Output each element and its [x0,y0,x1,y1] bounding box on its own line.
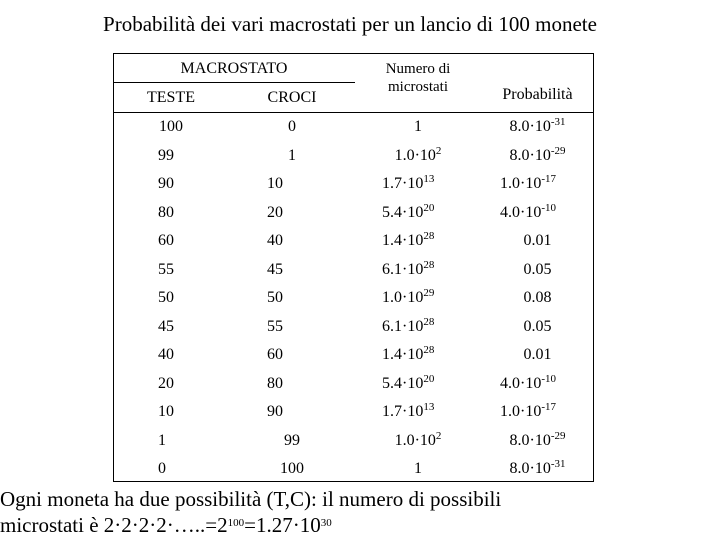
microstati-exponent: 13 [423,401,435,413]
probabilita-base: 1.0·10 [500,403,542,420]
microstati-exponent: 29 [423,287,435,299]
teste-cell: 80 [158,203,174,221]
probabilita-cell [481,318,594,336]
table-row [113,170,594,199]
table-body [113,113,594,484]
croci-cell: 20 [267,203,283,221]
probabilita-base: 8.0·10 [509,118,551,135]
table-row [113,427,594,456]
probabilita-base: 0.05 [523,260,552,278]
microstati-base: 1.4·10 [382,232,424,249]
microstati-header-line1: Numero di [385,61,451,77]
footer-line-2 [0,512,700,538]
microstati-base: 1 [414,118,422,135]
teste-cell: 0 [158,460,166,477]
probabilita-cell [481,118,594,136]
teste-cell: 45 [158,317,174,335]
table-row [113,227,594,256]
croci-cell: 0 [288,118,296,135]
microstati-cell [382,403,508,421]
table-row [113,284,594,313]
probabilita-cell [500,175,613,193]
microstati-base: 1.7·10 [382,175,424,192]
teste-cell: 99 [158,146,174,164]
microstati-exponent: 20 [423,201,435,214]
teste-header: TESTE [147,89,195,106]
table-row [113,256,594,285]
teste-cell: 1 [158,431,166,449]
footer-line-1: Ogni moneta ha due possibilità (T,C): il numero di possibili [0,487,502,511]
probabilita-exponent: -10 [541,372,556,385]
table-row [113,113,594,142]
microstati-header [355,60,481,96]
probabilita-base: 4.0·10 [500,374,542,392]
microstati-exponent: 2 [435,144,442,157]
microstati-exponent: 2 [435,429,442,442]
probabilita-header: Probabilità [502,86,573,103]
probabilita-cell [481,289,594,307]
microstati-cell [355,144,481,165]
footer-line-2-mid: =1.27·10 [244,513,321,537]
croci-cell: 1 [288,146,296,164]
croci-cell: 10 [267,175,283,192]
microstati-base: 5.4·10 [382,203,424,221]
croci-cell: 99 [284,431,300,449]
probabilita-exponent: -31 [550,458,566,470]
probabilita-cell [481,144,594,165]
croci-cell: 60 [267,346,283,363]
microstati-exponent: 28 [423,230,435,242]
probabilita-base: 8.0·10 [509,146,551,164]
probabilita-exponent: -17 [541,401,556,413]
table-row [113,398,594,427]
microstati-exponent: 28 [423,315,435,328]
croci-cell: 90 [267,403,283,420]
microstati-header-line2: microstati [388,79,448,95]
probabilita-exponent: -29 [550,429,566,442]
probabilita-exponent: -31 [550,116,566,128]
probabilita-base: 0.01 [523,232,552,249]
probabilita-cell [500,403,613,421]
microstati-cell [382,201,508,222]
probabilita-cell [481,232,594,250]
teste-cell: 40 [158,346,174,363]
microstati-cell [382,175,508,193]
probabilita-base: 1.0·10 [500,175,542,192]
microstati-base: 1.0·10 [382,289,424,306]
probabilita-exponent: -29 [550,144,566,157]
microstati-base: 6.1·10 [382,317,424,335]
table-row [113,341,594,370]
probabilita-base: 8.0·10 [509,460,551,477]
croci-header: CROCI [267,89,317,106]
microstati-base: 1.7·10 [382,403,424,420]
microstati-exponent: 28 [423,258,435,271]
teste-cell: 100 [159,118,183,135]
table-row [113,142,594,171]
croci-cell: 50 [267,289,283,306]
teste-cell: 55 [158,260,174,278]
probabilita-cell [500,201,613,222]
microstati-cell [355,118,481,136]
microstati-cell [355,429,481,450]
microstati-base: 5.4·10 [382,374,424,392]
croci-cell: 80 [267,374,283,392]
probabilita-base: 8.0·10 [509,431,551,449]
table-row [113,313,594,342]
microstati-base: 1.0·10 [394,431,436,449]
footer-exp-2: 30 [320,517,332,529]
croci-cell: 55 [267,317,283,335]
macrostato-header: MACROSTATO [180,60,288,77]
table-row [113,370,594,399]
microstati-exponent: 20 [423,372,435,385]
microstati-cell [382,372,508,393]
microstati-base: 6.1·10 [382,260,424,278]
probabilita-base: 0.01 [523,346,552,363]
table-row [113,455,594,484]
probabilita-base: 0.05 [523,317,552,335]
table-row [113,199,594,228]
teste-cell: 10 [158,403,174,420]
probabilita-exponent: -10 [541,201,556,214]
probabilita-cell [481,261,594,279]
microstati-cell [355,460,481,478]
footer-note [0,486,700,538]
teste-cell: 90 [158,175,174,192]
probabilita-cell [481,346,594,364]
probabilita-base: 4.0·10 [500,203,542,221]
footer-exp-1: 100 [227,517,245,529]
macrostato-underline [113,82,355,83]
microstati-base: 1 [414,460,422,477]
croci-cell: 40 [267,232,283,249]
probabilita-cell [500,372,613,393]
probabilita-base: 0.08 [523,289,552,306]
microstati-base: 1.4·10 [382,346,424,363]
page-title: Probabilità dei vari macrostati per un lancio di 100 monete [103,12,597,36]
croci-cell: 45 [267,260,283,278]
probabilita-cell [481,429,594,450]
microstati-exponent: 13 [423,173,435,185]
teste-cell: 60 [158,232,174,249]
teste-cell: 50 [158,289,174,306]
croci-cell: 100 [280,460,304,477]
teste-cell: 20 [158,374,174,392]
microstati-exponent: 28 [423,344,435,356]
footer-line-2-prefix: microstati è 2·2·2·2·…..=2 [0,513,228,537]
microstati-base: 1.0·10 [394,146,436,164]
probabilita-cell [481,460,594,478]
probabilita-exponent: -17 [541,173,556,185]
